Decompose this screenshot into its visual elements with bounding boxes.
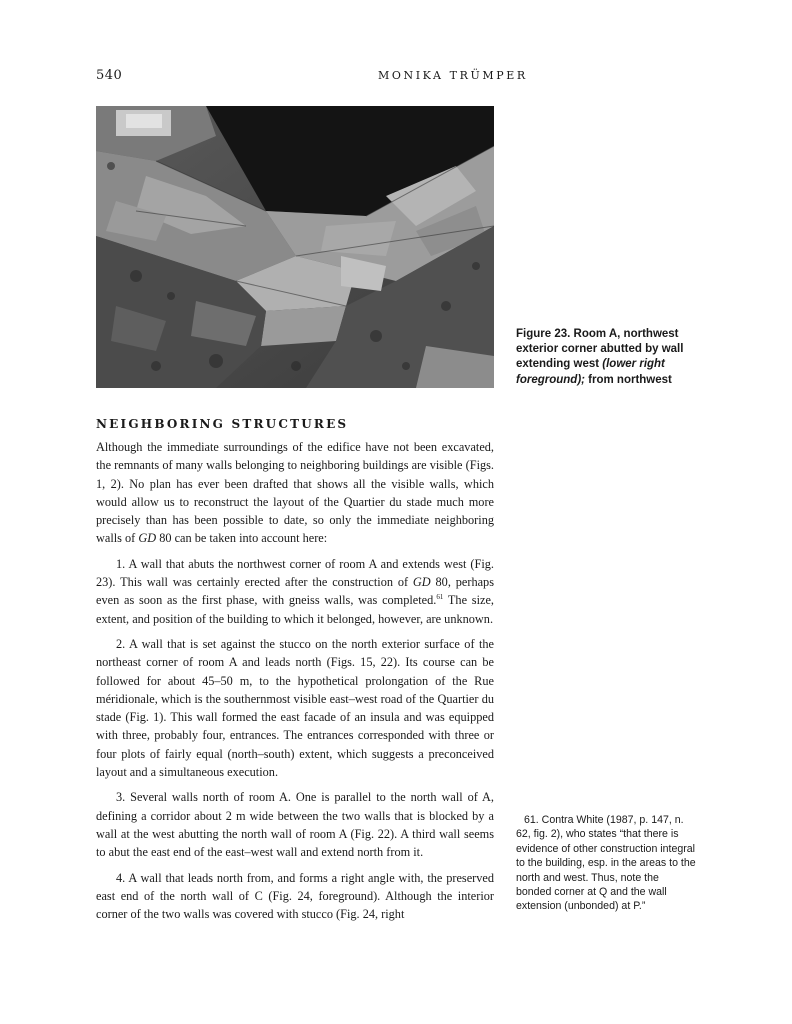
figure-23-photo (96, 106, 494, 388)
paragraph-item-2: 2. A wall that is set against the stucco on the north exterior surface of the northeast corner of room A and leads north (Figs. 15, 22). Its course can be followed for about 45–50 m, to the hypothetical prolongation of the Rue méridionale, which is the southernmost visible east–west road of the Quartier du stade (Fig. 1). This wall formed the east facade of an insula and was equipped with three, probably four, entrances. The entrances corresponded with three or four plots of fairly equal (north–south) extent, which suggests a preconceived layout and a simultaneous execution. (96, 636, 494, 780)
footnote-61 (516, 813, 696, 914)
paragraph-intro: Although the immediate surroundings of the edifice have not been excavated, the remnants of many walls belonging to neighboring buildings are visible (Figs. 1, 2). No plan has ever been drafted that shows all the visible walls, which would allow us to reconstruct the layout of the Quartier du stade much more precisely than has been possible to date, so only the immediate neighboring walls of GD 80 can be taken into account here: (96, 440, 494, 546)
section-heading: NEIGHBORING STRUCTURES (96, 417, 349, 431)
running-head-author: MONIKA TRÜMPER (378, 69, 528, 82)
caption-text: Figure 23. Room A, northwest exterior corner abutted by wall extending west (516, 328, 684, 371)
caption-italic-text: (lower right foreground); (516, 358, 665, 386)
footnote-text: 61. Contra White (1987, p. 147, n. 62, fig. 2), who states “that there is evidence of other construction integral to the building, esp. in the areas to the north and west. Thus, note the bonded corner at Q and the wall extension (unbonded) at P.” (516, 814, 696, 913)
paragraph-item-4: 4. A wall that leads north from, and forms a right angle with, the preserved east end of the north wall of C (Fig. 24, foreground). Although the interior corner of the two walls was covered with stucco (Fig. 24, right (96, 870, 494, 922)
caption-end-text: from northwest (584, 373, 672, 386)
page-number: 540 (96, 68, 123, 83)
body-text (96, 438, 494, 923)
paragraph-item-3: 3. Several walls north of room A. One is parallel to the north wall of A, defining a corridor about 2 m wide between the two walls that is blocked by a wall at the west abutting the north wall of room A (Fig. 22). A third wall seems to abut the east end of the east–west wall and extend north from it. (96, 790, 494, 860)
footnote-ref-61[interactable]: 61 (436, 593, 444, 602)
paragraph-item-1: 1. A wall that abuts the northwest corner of room A and extends west (Fig. 23). This wall was certainly erected after the construction of GD 80, perhaps even as soon as the first phase, with gneiss walls, was completed.$^{61}$ The size, extent, and position of the building to which it belonged, however, are unknown. (96, 556, 494, 626)
figure-23-caption (516, 327, 686, 388)
